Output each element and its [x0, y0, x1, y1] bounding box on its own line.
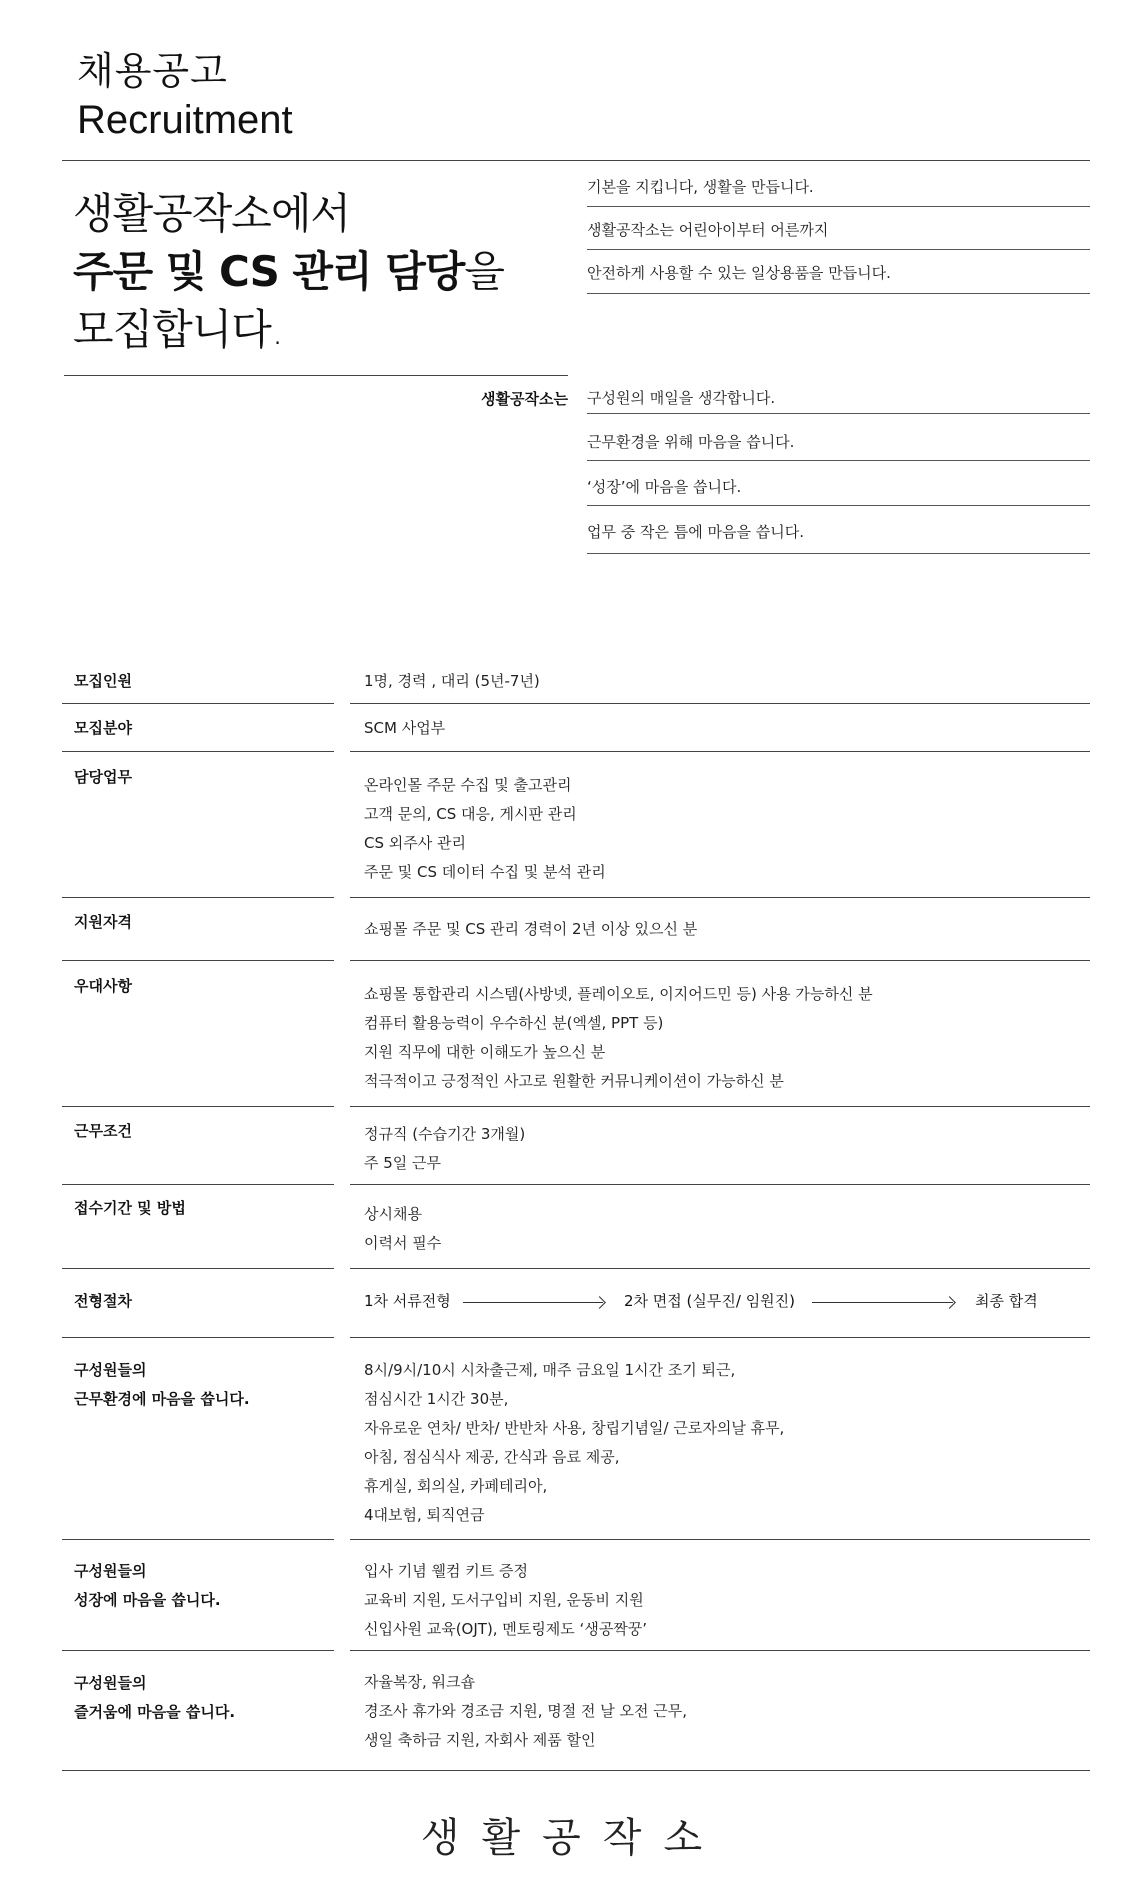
row-divider-left: [62, 1268, 334, 1269]
list-item: 교육비 지원, 도서구입비 지원, 운동비 지원: [364, 1591, 644, 1609]
list-item: 쇼핑몰 통합관리 시스템(사방넷, 플레이오토, 이지어드민 등) 사용 가능하신 분: [364, 985, 873, 1003]
list-item: 적극적이고 긍정적인 사고로 원활한 커뮤니케이션이 가능하신 분: [364, 1072, 784, 1090]
list-item: 입사 기념 웰컴 키트 증정: [364, 1562, 528, 1580]
row-divider-right: [350, 1184, 1090, 1185]
header-divider: [62, 160, 1090, 161]
intro-divider: [587, 293, 1090, 294]
about-divider: [587, 553, 1090, 554]
list-item: 4대보험, 퇴직연금: [364, 1506, 485, 1524]
list-item: 정규직 (수습기간 3개월): [364, 1125, 526, 1143]
row-label-growth: 구성원들의 성장에 마음을 씁니다.: [74, 1562, 221, 1609]
headline-line-2: [73, 243, 504, 301]
row-value-environment: [364, 1356, 784, 1530]
row-divider-left: [62, 1106, 334, 1107]
row-label-recruit-count: 모집인원: [74, 672, 132, 690]
row-value-enjoyment: [364, 1668, 687, 1755]
page-title-english: Recruitment: [77, 98, 293, 142]
company-logo: 생활공작소: [420, 1815, 725, 1861]
row-value-recruit-count: 1명, 경력 , 대리 (5년-7년): [364, 672, 540, 690]
list-item: 휴게실, 회의실, 카페테리아,: [364, 1477, 548, 1495]
list-item: 주 5일 근무: [364, 1154, 442, 1172]
about-line: ‘성장’에 마음을 씁니다.: [587, 478, 742, 496]
row-label-enjoyment: 구성원들의 즐거움에 마음을 씁니다.: [74, 1674, 236, 1721]
process-step-3: 최종 합격: [975, 1292, 1038, 1310]
about-divider: [587, 460, 1090, 461]
row-divider-right: [350, 1268, 1090, 1269]
list-item: 컴퓨터 활용능력이 우수하신 분(엑셀, PPT 등): [364, 1014, 664, 1032]
row-label-environment: 구성원들의 근무환경에 마음을 씁니다.: [74, 1361, 250, 1408]
list-item: 신입사원 교육(OJT), 멘토링제도 ‘생공짝꿍’: [364, 1620, 648, 1638]
row-label-field: 모집분야: [74, 719, 132, 737]
row-divider-left: [62, 897, 334, 898]
list-item: 자율복장, 워크숍: [364, 1673, 475, 1691]
process-step-1: 1차 서류전형: [364, 1292, 451, 1310]
row-value-duties: [364, 771, 606, 887]
headline-position: 주문 및 CS 관리 담당: [73, 247, 465, 296]
list-item: CS 외주사 관리: [364, 834, 466, 852]
row-divider-right: [350, 751, 1090, 752]
about-divider: [587, 505, 1090, 506]
about-label: 생활공작소는: [481, 390, 568, 408]
list-item: 아침, 점심식사 제공, 간식과 음료 제공,: [364, 1448, 620, 1466]
row-divider-left: [62, 751, 334, 752]
list-item: 상시채용: [364, 1205, 422, 1223]
intro-divider: [587, 206, 1090, 207]
list-item: 지원 직무에 대한 이해도가 높으신 분: [364, 1043, 606, 1061]
row-value-growth: [364, 1557, 647, 1644]
arrow-right-icon: [463, 1302, 603, 1303]
headline-suffix: 을: [464, 247, 504, 296]
row-value-conditions: [364, 1120, 525, 1178]
list-item: 생일 축하금 지원, 자회사 제품 할인: [364, 1731, 596, 1749]
list-item: 자유로운 연차/ 반차/ 반반차 사용, 창립기념일/ 근로자의날 휴무,: [364, 1419, 785, 1437]
row-value-application: [364, 1200, 441, 1258]
about-divider: [587, 413, 1090, 414]
headline: [73, 185, 504, 359]
row-divider-right: [350, 960, 1090, 961]
list-item: 점심시간 1시간 30분,: [364, 1390, 509, 1408]
headline-line-3: 모집합니다.: [73, 305, 284, 354]
footer-divider: [62, 1770, 1090, 1771]
list-item: 온라인몰 주문 수집 및 출고관리: [364, 776, 572, 794]
about-line: 구성원의 매일을 생각합니다.: [587, 389, 776, 407]
row-label-application: 접수기간 및 방법: [74, 1199, 186, 1217]
row-divider-right: [350, 1106, 1090, 1107]
row-divider-left: [62, 1539, 334, 1540]
row-divider-left: [62, 960, 334, 961]
headline-line-1: 생활공작소에서: [73, 189, 351, 238]
row-divider-right: [350, 703, 1090, 704]
row-value-qualifications: 쇼핑몰 주문 및 CS 관리 경력이 2년 이상 있으신 분: [364, 920, 698, 938]
intro-line: 생활공작소는 어린아이부터 어른까지: [587, 221, 829, 239]
list-item: 경조사 휴가와 경조금 지원, 명절 전 날 오전 근무,: [364, 1702, 687, 1720]
list-item: 8시/9시/10시 시차출근제, 매주 금요일 1시간 조기 퇴근,: [364, 1361, 736, 1379]
about-left-divider: [64, 375, 568, 376]
row-divider-left: [62, 1337, 334, 1338]
row-divider-right: [350, 1337, 1090, 1338]
row-divider-left: [62, 1650, 334, 1651]
process-step-2: 2차 면접 (실무진/ 임원진): [624, 1292, 796, 1310]
about-line: 근무환경을 위해 마음을 씁니다.: [587, 433, 795, 451]
row-divider-left: [62, 1184, 334, 1185]
row-value-field: SCM 사업부: [364, 719, 446, 737]
list-item: 주문 및 CS 데이터 수집 및 분석 관리: [364, 863, 606, 881]
list-item: 고객 문의, CS 대응, 게시판 관리: [364, 805, 577, 823]
intro-line: 안전하게 사용할 수 있는 일상용품을 만듭니다.: [587, 264, 891, 282]
row-divider-left: [62, 703, 334, 704]
row-divider-right: [350, 1539, 1090, 1540]
about-line: 업무 중 작은 틈에 마음을 씁니다.: [587, 523, 804, 541]
intro-divider: [587, 249, 1090, 250]
row-value-preferred: [364, 980, 873, 1096]
list-item: 이력서 필수: [364, 1234, 442, 1252]
row-divider-right: [350, 897, 1090, 898]
intro-line: 기본을 지킵니다, 생활을 만듭니다.: [587, 178, 814, 196]
arrow-right-icon: [812, 1302, 953, 1303]
row-label-conditions: 근무조건: [74, 1122, 132, 1140]
row-label-preferred: 우대사항: [74, 977, 132, 995]
row-divider-right: [350, 1650, 1090, 1651]
row-label-qualifications: 지원자격: [74, 913, 132, 931]
row-label-process: 전형절차: [74, 1292, 132, 1310]
page-title-korean: 채용공고: [77, 49, 228, 93]
row-label-duties: 담당업무: [74, 768, 132, 786]
